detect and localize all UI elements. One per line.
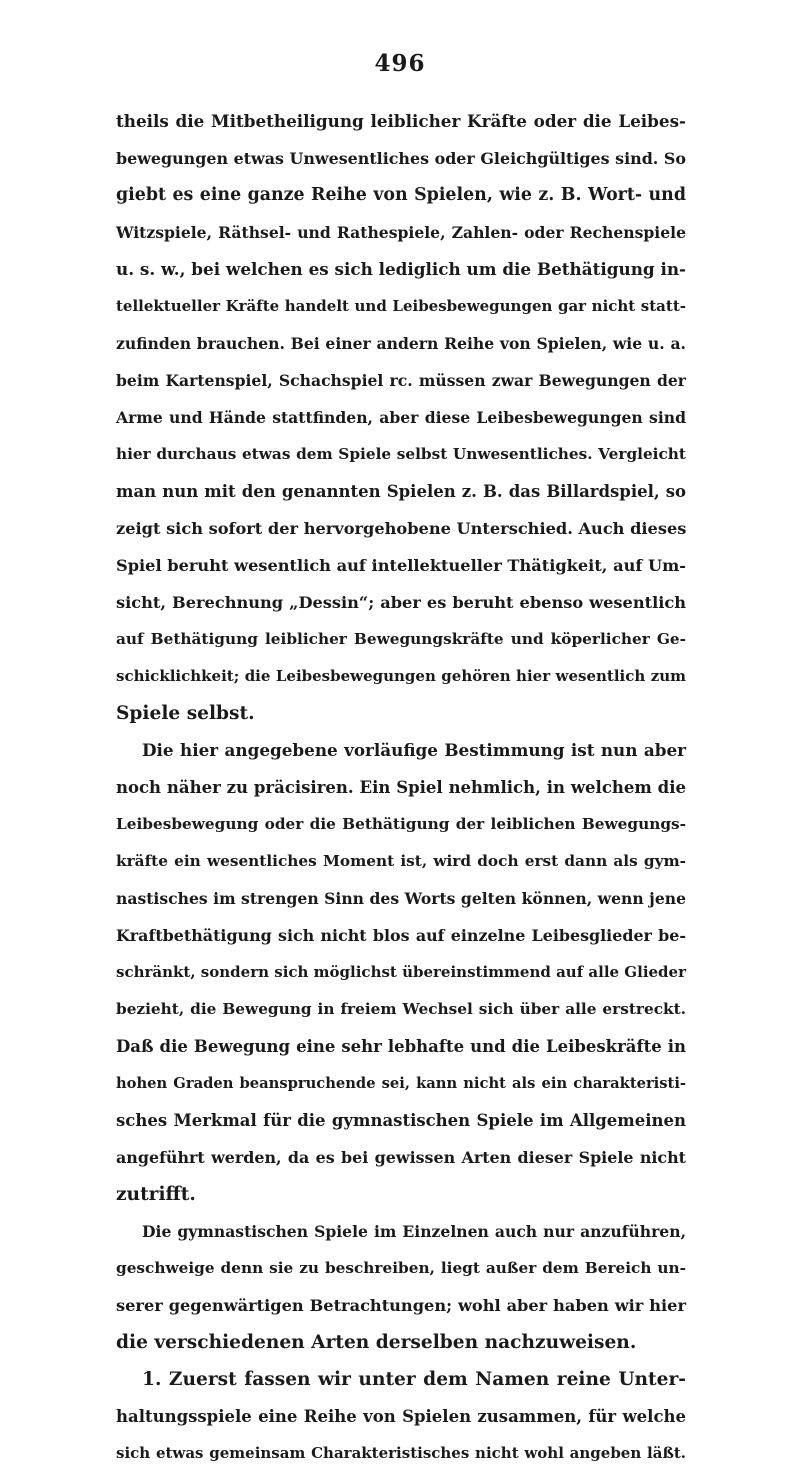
text-line: Kraftbethätigung sich nicht blos auf einzelne Leibesglieder be-	[116, 926, 686, 945]
body-text	[116, 103, 686, 1472]
text-line: beim Kartenspiel, Schachspiel rc. müssen zwar Bewegungen der	[116, 371, 686, 390]
text-line: u. s. w., bei welchen es sich lediglich um die Bethätigung in-	[116, 259, 687, 279]
text-line: zutrifft.	[116, 1184, 196, 1205]
text-line: Die gymnastischen Spiele im Einzelnen auch nur anzuführen,	[142, 1222, 686, 1241]
text-line: Witzspiele, Räthsel- und Rathespiele, Zahlen- oder Rechenspiele	[116, 223, 686, 242]
text-line: giebt es eine ganze Reihe von Spielen, wie z. B. Wort- und	[116, 185, 686, 205]
text-line: haltungsspiele eine Reihe von Spielen zusammen, für welche	[116, 1407, 686, 1426]
text-line: nastisches im strengen Sinn des Worts gelten können, wenn jene	[116, 889, 686, 908]
text-line: man nun mit den genannten Spielen z. B. das Billardspiel, so	[116, 482, 686, 501]
text-line: Spiele selbst.	[116, 703, 255, 724]
page-number: 496	[374, 50, 426, 77]
text-line: 1. Zuerst fassen wir unter dem Namen reine Unter-	[142, 1369, 686, 1390]
text-line: angeführt werden, da es bei gewissen Arten dieser Spiele nicht	[116, 1148, 686, 1167]
text-line: sicht, Berechnung „Dessin“; aber es beruht ebenso wesentlich	[116, 593, 686, 612]
text-line: Die hier angegebene vorläufige Bestimmung ist nun aber	[142, 740, 686, 760]
text-line: hier durchaus etwas dem Spiele selbst Unwesentliches. Vergleicht	[116, 445, 686, 463]
text-line: Arme und Hände stattfinden, aber diese Leibesbewegungen sind	[116, 408, 686, 427]
text-line: Leibesbewegung oder die Bethätigung der leiblichen Bewegungs-	[116, 815, 686, 833]
text-line: serer gegenwärtigen Betrachtungen; wohl aber haben wir hier	[116, 1296, 686, 1315]
text-line: Daß die Bewegung eine sehr lebhafte und die Leibeskräfte in	[116, 1037, 686, 1056]
text-line: sich etwas gemeinsam Charakteristisches nicht wohl angeben läßt.	[116, 1444, 686, 1462]
text-line: kräfte ein wesentliches Moment ist, wird doch erst dann als gym-	[116, 852, 686, 870]
text-line: bewegungen etwas Unwesentliches oder Gleichgültiges sind. So	[116, 149, 686, 168]
text-line: geschweige denn sie zu beschreiben, liegt außer dem Bereich un-	[116, 1259, 686, 1277]
text-line: sches Merkmal für die gymnastischen Spiele im Allgemeinen	[116, 1111, 686, 1130]
text-line: auf Bethätigung leiblicher Bewegungskräfte und köperlicher Ge-	[116, 630, 686, 648]
text-line: tellektueller Kräfte handelt und Leibesbewegungen gar nicht statt-	[116, 297, 686, 315]
text-line: Spiel beruht wesentlich auf intellektueller Thätigkeit, auf Um-	[116, 556, 686, 575]
text-line: zeigt sich sofort der hervorgehobene Unterschied. Auch dieses	[116, 519, 687, 538]
text-line: die verschiedenen Arten derselben nachzuweisen.	[116, 1332, 637, 1353]
text-line: theils die Mitbetheiligung leiblicher Kräfte oder die Leibes-	[116, 111, 686, 131]
text-line: schränkt, sondern sich möglichst übereinstimmend auf alle Glieder	[116, 963, 686, 981]
text-line: bezieht, die Bewegung in freiem Wechsel sich über alle erstreckt.	[116, 1000, 686, 1018]
text-line: zufinden brauchen. Bei einer andern Reihe von Spielen, wie u. a.	[116, 334, 686, 353]
text-line: noch näher zu präcisiren. Ein Spiel nehmlich, in welchem die	[116, 778, 686, 797]
text-line: hohen Graden beanspruchende sei, kann nicht als ein charakteristi-	[116, 1075, 686, 1092]
text-line: schicklichkeit; die Leibesbewegungen gehören hier wesentlich zum	[116, 667, 686, 685]
